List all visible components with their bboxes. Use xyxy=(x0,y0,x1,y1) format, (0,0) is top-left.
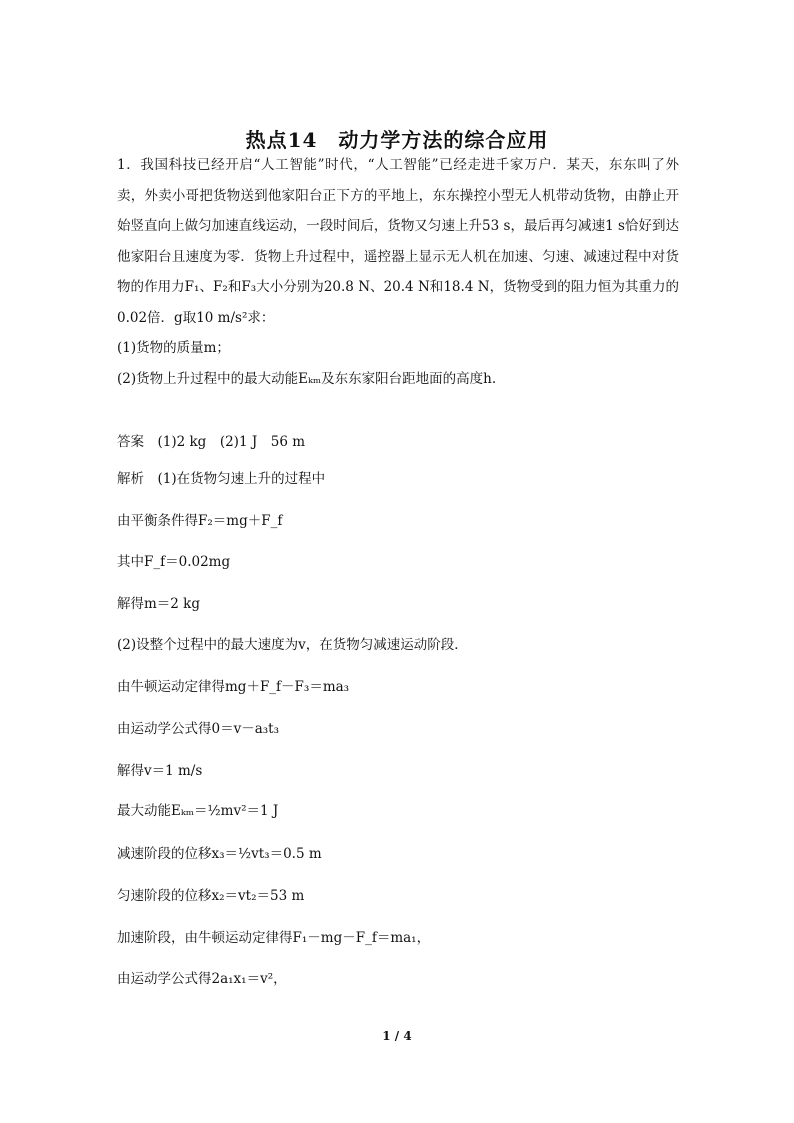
solution-line: 匀速阶段的位移x₂＝vt₂＝53 m xyxy=(117,888,305,904)
solution-line: 最大动能Eₖₘ＝½mv²＝1 J xyxy=(117,803,279,819)
solution-line: 解得m＝2 kg xyxy=(117,596,201,612)
solution-line: 解析 (1)在货物匀速上升的过程中 xyxy=(117,471,326,487)
question-2: (2)货物上升过程中的最大动能Eₖₘ及东东家阳台距地面的高度h. xyxy=(117,370,497,387)
question-1: (1)货物的质量m； xyxy=(117,340,230,356)
problem-stem: 1．我国科技已经开启“人工智能”时代，“人工智能”已经走进千家万户．某天，东东叫了外卖，外卖小哥把货物送到他家阳台正下方的平地上，东东操控小型无人机带动货物，由静止开始竖直向上做匀加速直线运动，一段时间后，货物又匀速上升53 s，最后再匀减速1 s恰好到达他家阳台且速度为零．货物上升过程中，遥控器上显示无人机在加速、匀速、减速过程中对货物的作用力F₁、F₂和F₃大小分别为20.8 N、20.4 N和18.4 N，货物受到的阻力恒为其重力的0.02倍．g取10 m/s²求： xyxy=(117,157,679,326)
solution-line: 由运动学公式得2a₁x₁＝v²， xyxy=(117,971,287,987)
solution-line: (2)设整个过程中的最大速度为v，在货物匀减速运动阶段． xyxy=(117,637,468,653)
page-number: 1 / 4 xyxy=(382,1029,412,1043)
answer-line: 答案 (1)2 kg (2)1 J 56 m xyxy=(117,434,306,450)
solution-line: 加速阶段，由牛顿运动定律得F₁－mg－F_f＝ma₁， xyxy=(117,930,431,946)
solution-line: 由平衡条件得F₂＝mg＋F_f xyxy=(117,513,283,529)
page-title: 热点14 动力学方法的综合应用 xyxy=(245,128,549,152)
problem-block xyxy=(117,150,679,394)
solution-line: 减速阶段的位移x₃＝½vt₃＝0.5 m xyxy=(117,846,322,862)
solution-line: 解得v＝1 m/s xyxy=(117,763,203,779)
solution-line: 其中F_f＝0.02mg xyxy=(117,554,231,570)
solution-line: 由牛顿运动定律得mg＋F_f－F₃＝ma₃ xyxy=(117,679,350,695)
solution-line: 由运动学公式得0＝v－a₃t₃ xyxy=(117,721,280,737)
